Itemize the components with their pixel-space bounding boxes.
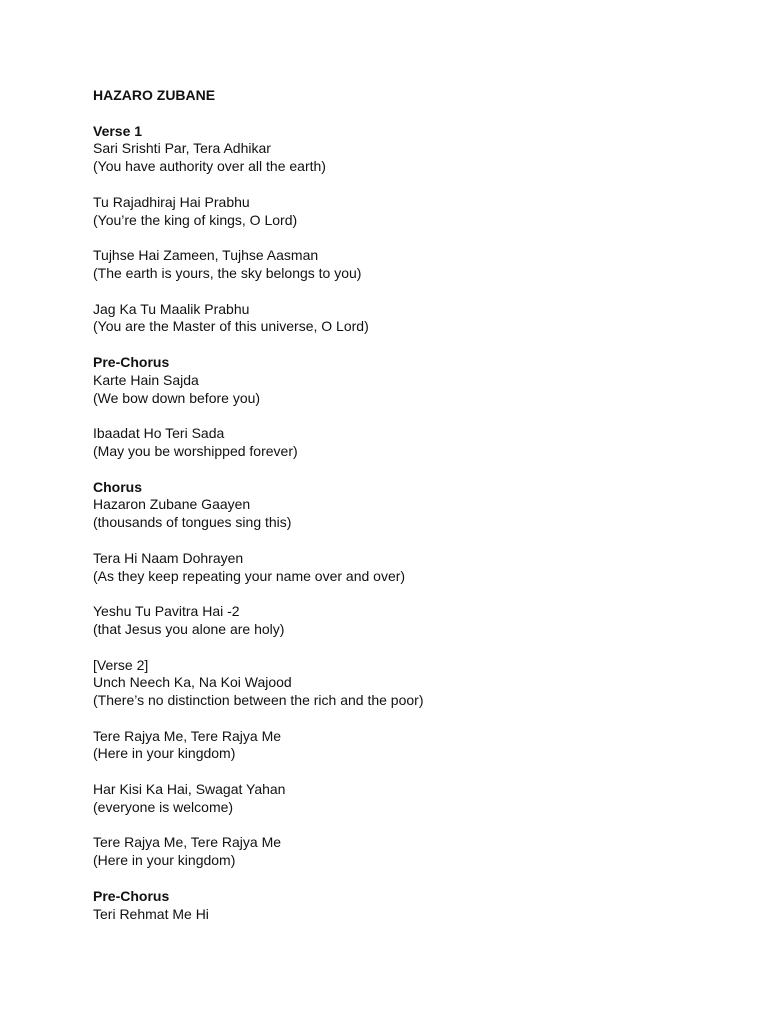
spacer xyxy=(93,105,733,123)
translation-line: (Here in your kingdom) xyxy=(93,745,236,762)
spacer xyxy=(93,585,733,603)
section-heading: Chorus xyxy=(93,478,142,495)
lyric-line: Tere Rajya Me, Tere Rajya Me xyxy=(93,727,282,744)
spacer xyxy=(93,461,733,479)
lyrics-body xyxy=(93,123,733,924)
lyric-line: Tera Hi Naam Dohrayen xyxy=(93,549,244,566)
spacer xyxy=(93,283,733,301)
spacer xyxy=(93,532,733,550)
translation-line: (We bow down before you) xyxy=(93,389,261,406)
section-heading: Pre-Chorus xyxy=(93,353,170,370)
section-heading: [Verse 2] xyxy=(93,656,149,673)
lyric-line: Hazaron Zubane Gaayen xyxy=(93,496,251,513)
translation-line: (There’s no distinction between the rich and the poor) xyxy=(93,692,424,709)
translation-line: (that Jesus you alone are holy) xyxy=(93,620,285,637)
lyric-line: Jag Ka Tu Maalik Prabhu xyxy=(93,300,250,317)
lyric-line: Yeshu Tu Pavitra Hai -2 xyxy=(93,603,240,620)
document-page xyxy=(93,87,733,923)
lyric-line: Teri Rehmat Me Hi xyxy=(93,905,209,922)
lyric-line: Tu Rajadhiraj Hai Prabhu xyxy=(93,193,250,210)
lyric-line: Tujhse Hai Zameen, Tujhse Aasman xyxy=(93,247,319,264)
lyric-line: Unch Neech Ka, Na Koi Wajood xyxy=(93,674,292,691)
translation-line: (Here in your kingdom) xyxy=(93,852,236,869)
translation-line: (thousands of tongues sing this) xyxy=(93,514,292,531)
spacer xyxy=(93,229,733,247)
section-heading: Pre-Chorus xyxy=(93,887,170,904)
spacer xyxy=(93,710,733,728)
spacer xyxy=(93,639,733,657)
translation-line: (As they keep repeating your name over and over) xyxy=(93,567,406,584)
spacer xyxy=(93,817,733,835)
section-heading: Verse 1 xyxy=(93,122,143,139)
spacer xyxy=(93,870,733,888)
spacer xyxy=(93,336,733,354)
translation-line: (You are the Master of this universe, O Lord) xyxy=(93,318,369,335)
translation-line: (You’re the king of kings, O Lord) xyxy=(93,211,298,228)
lyric-line: Sari Srishti Par, Tera Adhikar xyxy=(93,140,271,157)
lyric-line: Karte Hain Sajda xyxy=(93,371,199,388)
spacer xyxy=(93,407,733,425)
lyric-line: Tere Rajya Me, Tere Rajya Me xyxy=(93,834,282,851)
spacer xyxy=(93,763,733,781)
spacer xyxy=(93,176,733,194)
translation-line: (everyone is welcome) xyxy=(93,798,234,815)
translation-line: (You have authority over all the earth) xyxy=(93,158,326,175)
lyric-line: Ibaadat Ho Teri Sada xyxy=(93,425,225,442)
translation-line: (The earth is yours, the sky belongs to you) xyxy=(93,264,362,281)
translation-line: (May you be worshipped forever) xyxy=(93,442,298,459)
lyric-line: Har Kisi Ka Hai, Swagat Yahan xyxy=(93,781,286,798)
song-title: HAZARO ZUBANE xyxy=(93,87,216,103)
